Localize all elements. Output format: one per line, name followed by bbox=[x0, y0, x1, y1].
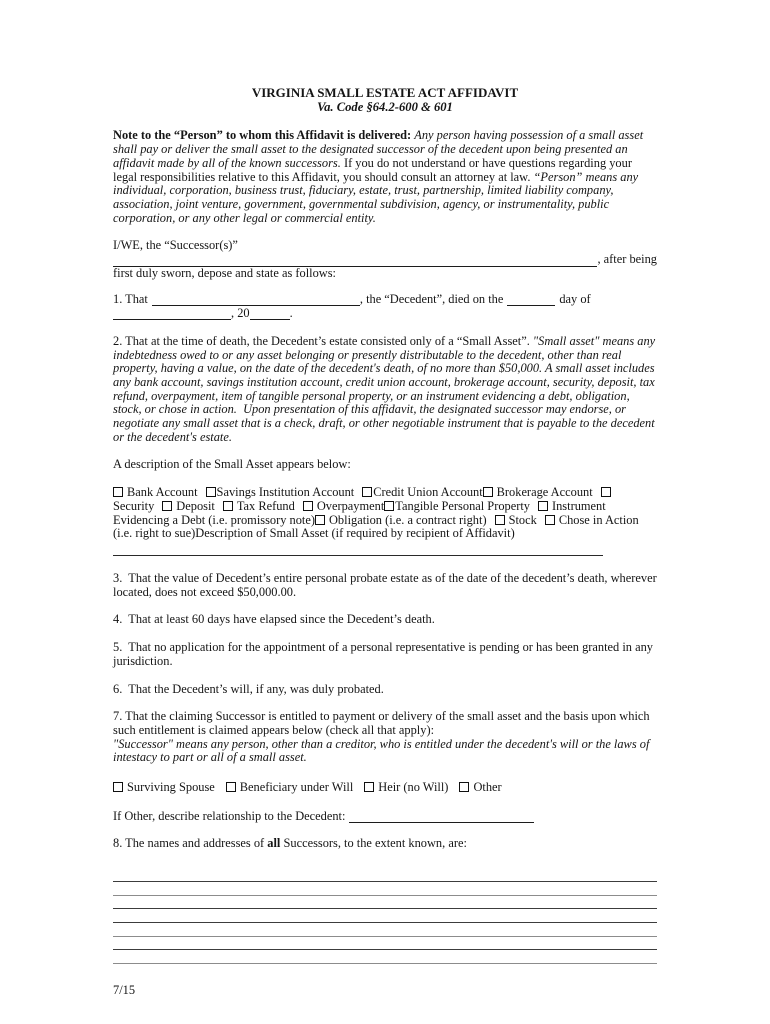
tangible-property-label: Tangible Personal Property bbox=[395, 498, 530, 513]
savings-institution-label: Savings Institution Account bbox=[216, 485, 355, 500]
note-plain-text: If you do not understand or have questions regarding your legal responsibilities relative to this Affidavit, you should consult an attorney at law. bbox=[113, 155, 632, 184]
statement-2 bbox=[113, 335, 657, 445]
asset-item-savings bbox=[206, 485, 355, 499]
credit-union-label: Credit Union Account bbox=[373, 485, 483, 500]
asset-item-tangible-property bbox=[384, 499, 530, 513]
small-asset-definition: "Small asset" means any indebtedness owed to or any asset belonging or presently distributable to the decedent, other than real property, having a value, on the date of the decedent's death, of no more than $50,000. A small asset includes any bank account, savings institution account, credit union account, brokerage account, security, deposit, tax refund, overpayment, item of tangible personal property, or an instrument evidencing a debt, obligation, stock, or chose in action. Upon presentation of this affidavit, the designated successor may endorse, or negotiate any small asset that is a check, draft, or other negotiable instrument that is payable to the decedent or the decedent's estate. bbox=[113, 333, 656, 444]
successor-line-1[interactable] bbox=[113, 868, 657, 882]
instrument-debt-checkbox[interactable] bbox=[538, 501, 548, 511]
basis-item-surviving-spouse bbox=[113, 780, 215, 794]
page-title: VIRGINIA SMALL ESTATE ACT AFFIDAVIT bbox=[251, 85, 519, 100]
statement-6: 6. That the Decedent’s will, if any, was duly probated. bbox=[113, 681, 384, 696]
savings-institution-checkbox[interactable] bbox=[206, 487, 216, 497]
tangible-property-checkbox[interactable] bbox=[384, 501, 394, 511]
statement-7 bbox=[113, 710, 657, 765]
asset-description-blank[interactable] bbox=[113, 541, 603, 556]
statement-1-prefix: 1. That bbox=[113, 292, 148, 307]
basis-item-other bbox=[459, 780, 501, 794]
other-relationship-label: If Other, describe relationship to the Decedent: bbox=[113, 808, 346, 823]
deposit-checkbox[interactable] bbox=[162, 501, 172, 511]
chose-in-action-label: Chose in Action (i.e. right to sue) bbox=[113, 512, 639, 541]
asset-item-brokerage bbox=[483, 485, 593, 499]
successor-list-lines bbox=[113, 868, 657, 964]
statement-7-plain: 7. That the claiming Successor is entitled to payment or delivery of the small asset and the basis upon which such entitlement is claimed appears below (check all that apply): bbox=[113, 709, 650, 737]
successor-intro bbox=[113, 239, 657, 280]
asset-item-credit-union bbox=[362, 485, 482, 499]
security-checkbox[interactable] bbox=[601, 487, 611, 497]
credit-union-checkbox[interactable] bbox=[362, 487, 372, 497]
asset-item-deposit bbox=[162, 499, 215, 513]
statement-1-year-prefix: , 20 bbox=[231, 306, 250, 321]
other-basis-checkbox[interactable] bbox=[459, 782, 469, 792]
chose-in-action-checkbox[interactable] bbox=[545, 515, 555, 525]
note-person-definition: “Person” means any individual, corporation, business trust, fiduciary, estate, trust, partnership, limited liability company, association, joint venture, government, governmental subdivision, agency, or instrumentality, public corporation, or any other legal or commercial entity. bbox=[113, 169, 639, 225]
surviving-spouse-label: Surviving Spouse bbox=[127, 780, 215, 795]
successor-line-5[interactable] bbox=[113, 923, 657, 937]
asset-item-obligation bbox=[315, 513, 487, 527]
successor-line-3[interactable] bbox=[113, 896, 657, 910]
tax-refund-label: Tax Refund bbox=[236, 498, 295, 513]
page-subtitle: Va. Code §64.2-600 & 601 bbox=[317, 99, 453, 114]
asset-checkbox-paragraph bbox=[113, 486, 657, 541]
successor-intro-line: I/WE, the “Successor(s)” bbox=[113, 238, 238, 253]
other-basis-label: Other bbox=[473, 780, 502, 795]
statement-1-mid: , the “Decedent”, died on the bbox=[359, 292, 504, 307]
brokerage-account-checkbox[interactable] bbox=[483, 487, 493, 497]
overpayment-checkbox[interactable] bbox=[303, 501, 313, 511]
successor-line-7[interactable] bbox=[113, 950, 657, 964]
tax-refund-checkbox[interactable] bbox=[223, 501, 233, 511]
death-day-blank[interactable] bbox=[507, 294, 555, 306]
page-footer-revision: 7/15 bbox=[113, 982, 136, 997]
other-relationship-blank[interactable] bbox=[349, 811, 534, 823]
successor-line-4[interactable] bbox=[113, 909, 657, 923]
successor-name-row bbox=[113, 253, 657, 267]
statement-5: 5. That no application for the appointment of a personal representative is pending or has been granted in any jurisdiction. bbox=[113, 640, 653, 668]
beneficiary-under-will-label: Beneficiary under Will bbox=[239, 780, 354, 795]
heir-no-will-checkbox[interactable] bbox=[364, 782, 374, 792]
stock-checkbox[interactable] bbox=[495, 515, 505, 525]
death-year-blank[interactable] bbox=[250, 308, 290, 320]
successor-definition: "Successor" means any person, other than a creditor, who is entitled under the decedent's will or the laws of intestacy to part or all of a small asset. bbox=[113, 736, 650, 765]
statement-8 bbox=[113, 837, 657, 851]
description-heading: A description of the Small Asset appears below: bbox=[113, 457, 351, 472]
statement-4: 4. That at least 60 days have elapsed since the Decedent’s death. bbox=[113, 612, 435, 627]
security-label: Security bbox=[113, 498, 155, 513]
asset-item-overpayment bbox=[303, 499, 384, 513]
obligation-checkbox[interactable] bbox=[315, 515, 325, 525]
statement-1-dayof: day of bbox=[559, 292, 591, 307]
basis-item-beneficiary bbox=[226, 780, 354, 794]
surviving-spouse-checkbox[interactable] bbox=[113, 782, 123, 792]
note-italic-definition: Any person having possession of a small asset shall pay or deliver the small asset to the designated successor of the decedent upon being presented an affidavit made by all of the known successors. bbox=[113, 128, 644, 170]
basis-item-heir bbox=[364, 780, 448, 794]
after-being-text: , after being bbox=[597, 252, 657, 267]
statement-1 bbox=[113, 293, 657, 320]
asset-item-bank-account bbox=[113, 485, 198, 499]
statement-3: 3. That the value of Decedent’s entire personal probate estate as of the date of the decedent’s death, wherever located, does not exceed $50,000.00. bbox=[113, 570, 657, 599]
bank-account-label: Bank Account bbox=[127, 485, 198, 500]
death-month-blank[interactable] bbox=[113, 308, 231, 320]
instrument-debt-label: Instrument Evidencing a Debt (i.e. promissory note) bbox=[113, 498, 606, 527]
statement-8-suffix: Successors, to the extent known, are: bbox=[283, 836, 467, 851]
successor-line-2[interactable] bbox=[113, 882, 657, 896]
deposit-label: Deposit bbox=[176, 498, 215, 513]
basis-checkbox-row bbox=[113, 781, 657, 795]
successor-names-blank[interactable] bbox=[113, 254, 597, 267]
statement-1-period: . bbox=[289, 306, 293, 321]
heir-no-will-label: Heir (no Will) bbox=[378, 780, 449, 795]
successor-line-6[interactable] bbox=[113, 937, 657, 951]
asset-item-tax-refund bbox=[223, 499, 295, 513]
note-paragraph bbox=[113, 129, 657, 225]
overpayment-label: Overpayment bbox=[316, 498, 385, 513]
bank-account-checkbox[interactable] bbox=[113, 487, 123, 497]
statement-2-plain: 2. That at the time of death, the Decedent’s estate consisted only of a “Small Asset”. bbox=[113, 333, 530, 348]
stock-label: Stock bbox=[508, 512, 537, 527]
obligation-label: Obligation (i.e. a contract right) bbox=[328, 512, 487, 527]
decedent-name-blank[interactable] bbox=[152, 294, 360, 306]
statement-8-prefix: 8. The names and addresses of bbox=[113, 836, 265, 851]
note-lead: Note to the “Person” to whom this Affidavit is delivered: bbox=[113, 128, 412, 143]
asset-description-trailing-text: Description of Small Asset (if required by recipient of Affidavit) bbox=[195, 526, 515, 541]
sworn-line: first duly sworn, depose and state as follows: bbox=[113, 265, 336, 280]
statement-8-bold: all bbox=[267, 836, 281, 851]
beneficiary-under-will-checkbox[interactable] bbox=[226, 782, 236, 792]
asset-item-stock bbox=[495, 513, 537, 527]
other-relationship-line bbox=[113, 810, 657, 824]
brokerage-account-label: Brokerage Account bbox=[496, 485, 593, 500]
